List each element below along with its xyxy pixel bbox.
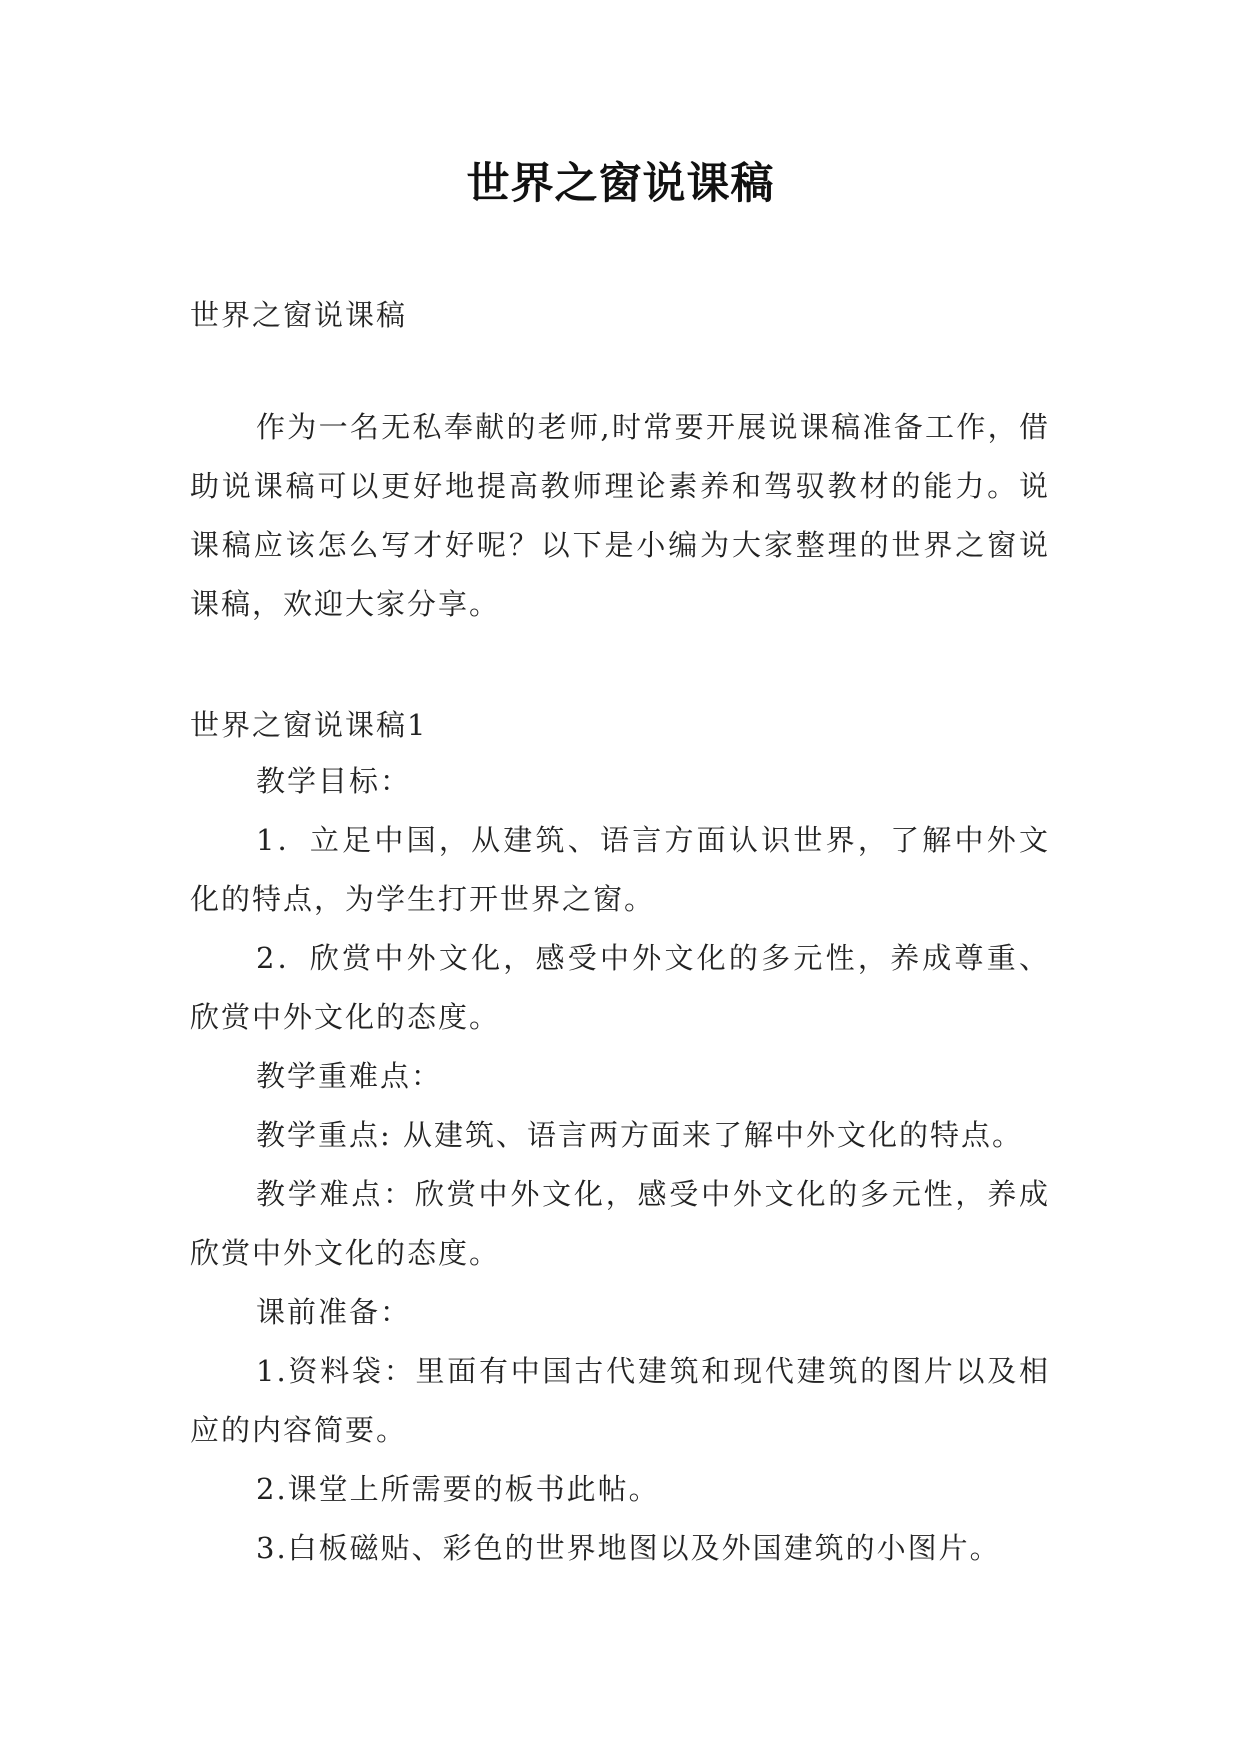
paragraph-key-point: 教学重点: 从建筑、语言两方面来了解中外文化的特点。 [256, 1118, 1023, 1152]
page-title: 世界之窗说课稿 [466, 159, 775, 209]
section-content [190, 752, 1050, 1578]
intro-paragraph: 作为一名无私奉献的老师,时常要开展说课稿准备工作，借助说课稿可以更好地提高教师理论素养和驾驭教材的能力。说课稿应该怎么写才好呢？以下是小编为大家整理的世界之窗说课稿，欢迎大家分享。 [190, 410, 1050, 621]
section-title: 世界之窗说课稿1 [190, 708, 428, 742]
paragraph-key-points-heading: 教学重难点： [256, 1059, 443, 1093]
document-subtitle: 世界之窗说课稿 [190, 298, 408, 332]
paragraph-goal-2: 2．欣赏中外文化，感受中外文化的多元性，养成尊重、欣赏中外文化的态度。 [190, 941, 1050, 1034]
paragraph-goal-1: 1．立足中国，从建筑、语言方面认识世界，了解中外文化的特点，为学生打开世界之窗。 [190, 823, 1050, 916]
paragraph-teaching-goals-heading: 教学目标： [256, 764, 412, 798]
paragraph-preparation-heading: 课前准备： [256, 1295, 412, 1329]
paragraph-difficult-point: 教学难点：欣赏中外文化，感受中外文化的多元性，养成欣赏中外文化的态度。 [190, 1177, 1050, 1270]
paragraph-preparation-1: 1.资料袋：里面有中国古代建筑和现代建筑的图片以及相应的内容简要。 [190, 1354, 1050, 1447]
paragraph-preparation-3: 3.白板磁贴、彩色的世界地图以及外国建筑的小图片。 [256, 1531, 1001, 1565]
paragraph-preparation-2: 2.课堂上所需要的板书此帖。 [256, 1472, 660, 1506]
